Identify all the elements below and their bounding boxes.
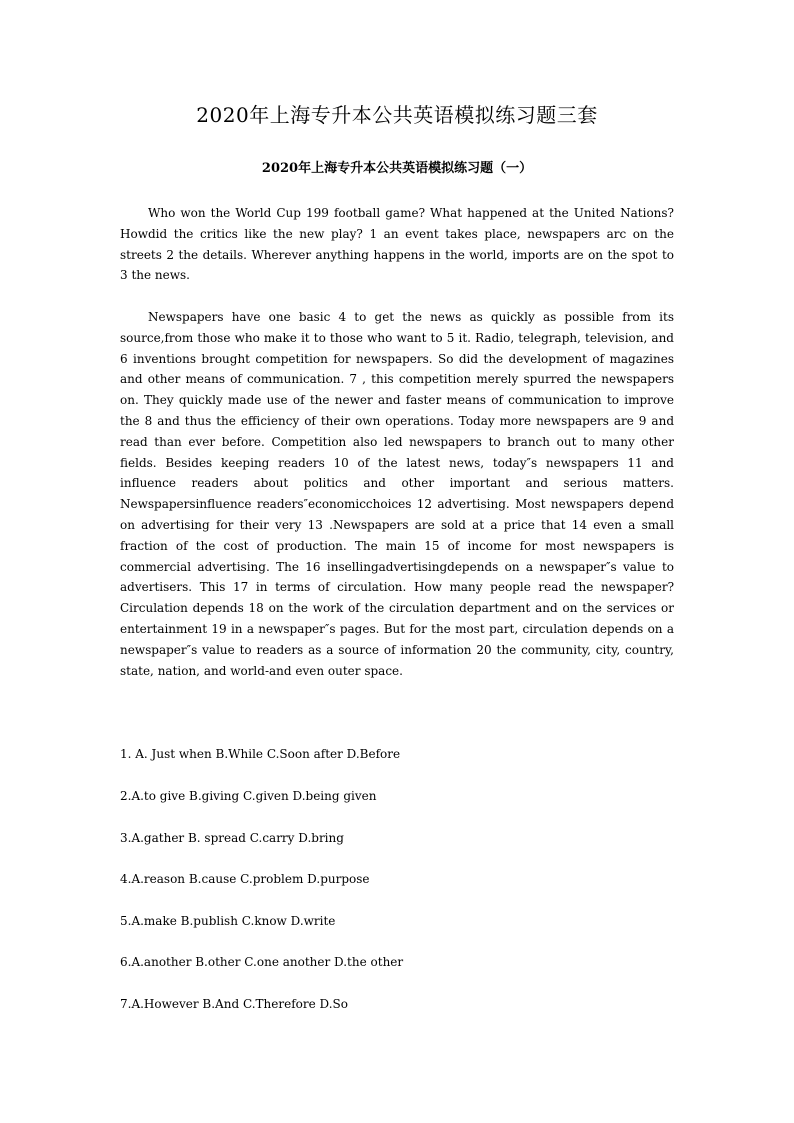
option-line-5: 5.A.make B.publish C.know D.write (120, 914, 336, 928)
option-line-2: 2.A.to give B.giving C.given D.being given (120, 789, 377, 803)
exercise-subtitle: 2020年上海专升本公共英语模拟练习题（一） (261, 161, 533, 176)
option-line-3: 3.A.gather B. spread C.carry D.bring (120, 831, 344, 845)
option-line-7: 7.A.However B.And C.Therefore D.So (120, 997, 348, 1011)
option-line-6: 6.A.another B.other C.one another D.the other (120, 955, 404, 969)
option-line-1: 1. A. Just when B.While C.Soon after D.Before (120, 747, 401, 761)
document-title: 2020年上海专升本公共英语模拟练习题三套 (196, 103, 598, 127)
passage-paragraph-1: Who won the World Cup 199 football game? What happened at the United Nations? Howdid the critics like the new play? 1 an event takes place, newspapers arc on the streets 2 the details. Wherever anything happens in the world, imports are on the spot to 3 the news. (120, 206, 674, 283)
passage-paragraph-2: Newspapers have one basic 4 to get the news as quickly as possible from its source,from those who make it to those who want to 5 it. Radio, telegraph, television, and 6 inventions brought competition for newspapers. So did the development of magazines and other means of communication. 7 , this competition merely spurred the newspapers on. They quickly made use of the newer and faster means of communication to improve the 8 and thus the efficiency of their own operations. Today more newspapers are 9 and read than ever before. Competition also led newspapers to branch out to many other fields. Besides keeping readers 10 of the latest news, today″s newspapers 11 and influence readers about politics and other important and serious matters. Newspapersinfluence readers″economicchoices 12 advertising. Most newspapers depend on advertising for their very 13 .Newspapers are sold at a price that 14 even a small fraction of the cost of production. The main 15 of income for most newspapers is commercial advertising. The 16 insellingadvertisingdepends on a newspaper″s value to advertisers. This 17 in terms of circulation. How many people read the newspaper? Circulation depends 18 on the work of the circulation department and on the services or entertainment 19 in a newspaper″s pages. But for the most part, circulation depends on a newspaper″s value to readers as a source of information 20 the community, city, country, state, nation, and world-and even outer space. (120, 310, 674, 678)
option-line-4: 4.A.reason B.cause C.problem D.purpose (120, 872, 370, 886)
